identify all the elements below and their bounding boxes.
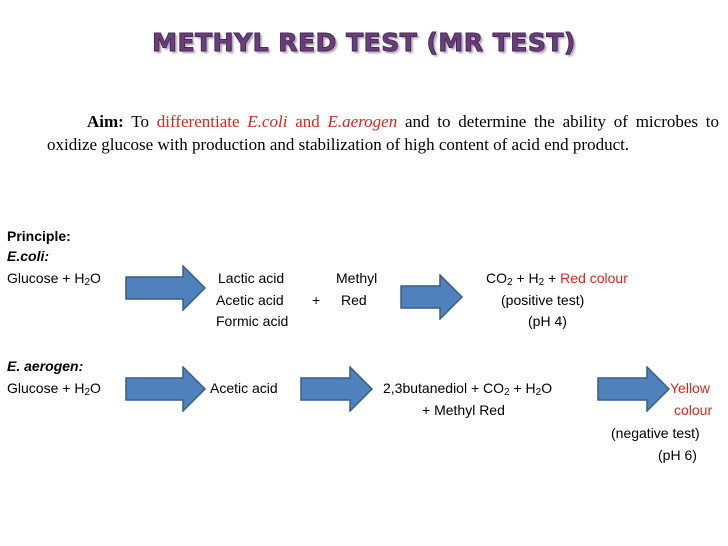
aim-ecoli: E.coli: [247, 112, 288, 131]
ecoli-reactant: $Glucose + H_2O$: [7, 270, 101, 288]
aim-rest: and to determine the ability of microbes to oxidize glucose with production and stabilization of high content of acid end product.: [47, 112, 719, 154]
aim-label: Aim:: [87, 112, 124, 131]
ecoli-label: E.coli:: [7, 248, 50, 264]
ecoli-arrow-2-icon: [400, 274, 464, 320]
eaerogen-colour-word: colour: [674, 402, 713, 418]
eaerogen-product-methyl-red: + Methyl Red: [422, 402, 505, 418]
eaerogen-colour-yellow: Yellow: [670, 380, 710, 396]
ecoli-arrow-1-icon: [125, 265, 207, 311]
aim-differentiate: differentiate: [156, 112, 240, 131]
ecoli-acid-lactic: Lactic acid: [218, 270, 285, 286]
eaerogen-arrow-1-icon: [125, 366, 207, 412]
ecoli-product: $CO_2 + H_2$ + Red colour: [486, 270, 628, 288]
aim-eaerogen: E.aerogen: [327, 112, 398, 131]
ecoli-plus: +: [312, 292, 321, 308]
principle-label: Principle:: [7, 228, 71, 244]
ecoli-result: (positive test): [501, 292, 585, 308]
eaerogen-acid: Acetic acid: [210, 380, 278, 396]
page-title: METHYL RED TEST (MR TEST): [152, 28, 576, 57]
ecoli-ph: (pH 4): [528, 313, 567, 329]
eaerogen-result: (negative test): [611, 425, 700, 441]
eaerogen-ph: (pH 6): [658, 447, 697, 463]
methyl-label: Methyl: [336, 270, 378, 286]
ecoli-acid-formic: Formic acid: [216, 313, 289, 329]
eaerogen-label: E. aerogen:: [7, 358, 84, 374]
aim-to: To: [131, 112, 149, 131]
aim-paragraph: [47, 110, 719, 156]
ecoli-acid-acetic: Acetic acid: [216, 292, 284, 308]
red-label: Red: [341, 292, 367, 308]
eaerogen-product: 2,3butanediol + $CO_2 + H_2O$: [383, 380, 553, 398]
eaerogen-reactant: $Glucose + H_2O$: [7, 380, 101, 398]
eaerogen-arrow-3-icon: [597, 366, 671, 412]
eaerogen-arrow-2-icon: [300, 366, 374, 412]
aim-and: and: [295, 112, 320, 131]
